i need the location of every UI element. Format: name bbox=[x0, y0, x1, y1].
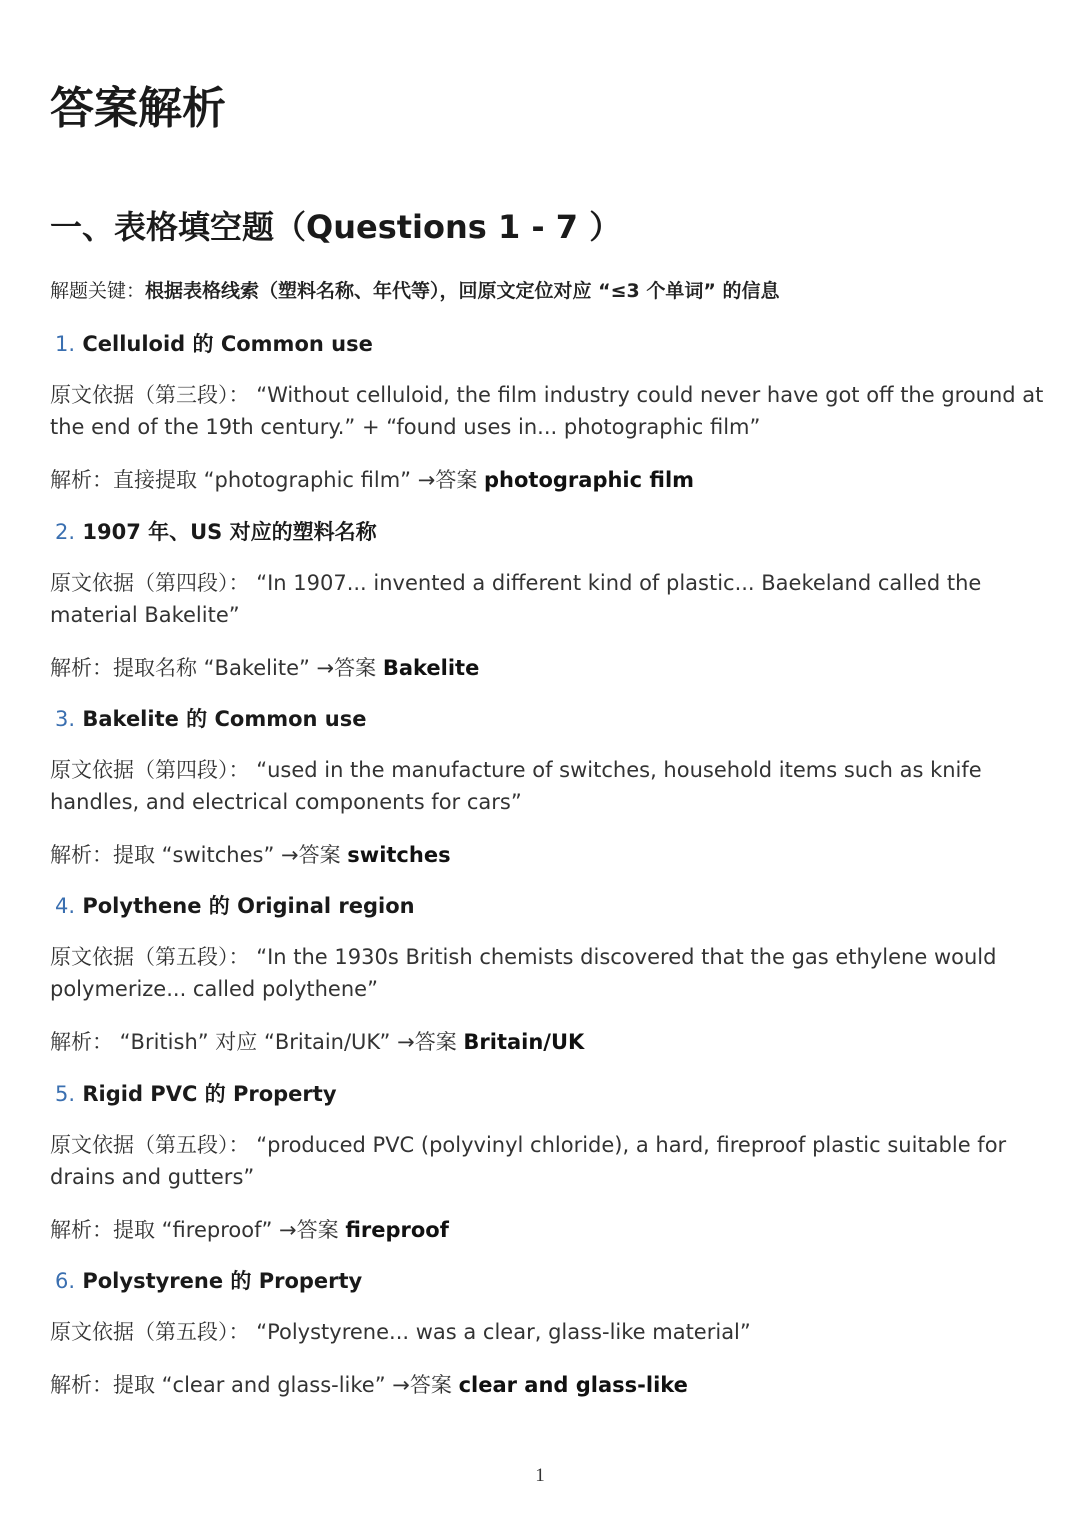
question-title: Polystyrene 的 Property bbox=[82, 1269, 363, 1293]
question-heading bbox=[50, 703, 1050, 733]
question-heading bbox=[50, 1265, 1050, 1295]
analysis-line bbox=[50, 652, 1050, 682]
solving-key-label: 解题关键： bbox=[50, 280, 146, 302]
question-title: Celluloid 的 Common use bbox=[82, 332, 373, 356]
source-label: 原文依据（第四段）： bbox=[50, 758, 250, 782]
source-evidence bbox=[50, 941, 1050, 1005]
question-item bbox=[50, 328, 1050, 494]
question-item bbox=[50, 1265, 1050, 1399]
analysis-text: 解析：提取 “fireproof” →答案 bbox=[50, 1218, 339, 1242]
source-quote: “In the 1930s British chemists discovered that the gas ethylene would polymerize... called polythene” bbox=[50, 945, 997, 1001]
answer: fireproof bbox=[345, 1218, 449, 1242]
page-title: 答案解析 bbox=[50, 83, 226, 134]
question-item bbox=[50, 890, 1050, 1056]
question-item bbox=[50, 1078, 1050, 1244]
question-number: 4. bbox=[55, 894, 76, 918]
source-evidence bbox=[50, 754, 1050, 818]
source-label: 原文依据（第五段）： bbox=[50, 1320, 250, 1344]
source-label: 原文依据（第四段）： bbox=[50, 571, 250, 595]
analysis-line bbox=[50, 1214, 1050, 1244]
answer: Bakelite bbox=[382, 656, 480, 680]
answer: Britain/UK bbox=[463, 1030, 585, 1054]
analysis-line bbox=[50, 839, 1050, 869]
solving-key bbox=[50, 276, 779, 303]
source-quote: “In 1907... invented a different kind of plastic... Baekeland called the material Bakelite” bbox=[50, 571, 982, 627]
question-heading bbox=[50, 516, 1050, 546]
question-item bbox=[50, 516, 1050, 682]
question-number: 1. bbox=[55, 332, 76, 356]
analysis-text: 解析：提取 “clear and glass-like” →答案 bbox=[50, 1373, 452, 1397]
analysis-text: 解析：提取 “switches” →答案 bbox=[50, 843, 341, 867]
analysis-line bbox=[50, 464, 1050, 494]
source-evidence bbox=[50, 379, 1050, 443]
analysis-line bbox=[50, 1369, 1050, 1399]
question-number: 6. bbox=[55, 1269, 76, 1293]
question-title: Rigid PVC 的 Property bbox=[82, 1082, 337, 1106]
question-number: 2. bbox=[55, 520, 76, 544]
question-number: 5. bbox=[55, 1082, 76, 1106]
question-number: 3. bbox=[55, 707, 76, 731]
question-heading bbox=[50, 328, 1050, 358]
source-label: 原文依据（第五段）： bbox=[50, 1133, 250, 1157]
analysis-text: 解析：提取名称 “Bakelite” →答案 bbox=[50, 656, 377, 680]
question-heading bbox=[50, 1078, 1050, 1108]
question-title: Polythene 的 Original region bbox=[82, 894, 415, 918]
section-title: 一、表格填空题（Questions 1 - 7 ） bbox=[50, 208, 622, 246]
source-evidence bbox=[50, 567, 1050, 631]
page-number: 1 bbox=[535, 1465, 545, 1486]
source-evidence bbox=[50, 1129, 1050, 1193]
question-title: Bakelite 的 Common use bbox=[82, 707, 367, 731]
answer: switches bbox=[347, 843, 451, 867]
analysis-text: 解析：直接提取 “photographic film” →答案 bbox=[50, 468, 478, 492]
question-item bbox=[50, 703, 1050, 869]
source-label: 原文依据（第三段）： bbox=[50, 383, 250, 407]
solving-key-text: 根据表格线索（塑料名称、年代等），回原文定位对应 “≤3 个单词” 的信息 bbox=[145, 280, 780, 302]
analysis-line bbox=[50, 1026, 1050, 1056]
source-label: 原文依据（第五段）： bbox=[50, 945, 250, 969]
analysis-text: 解析： “British” 对应 “Britain/UK” →答案 bbox=[50, 1030, 457, 1054]
source-quote: “Polystyrene... was a clear, glass-like material” bbox=[256, 1320, 751, 1344]
source-quote: “Without celluloid, the film industry could never have got off the ground at the end of the 19th century.” + “found uses in... photographic film” bbox=[50, 383, 1044, 439]
answer: photographic film bbox=[484, 468, 695, 492]
source-quote: “produced PVC (polyvinyl chloride), a hard, fireproof plastic suitable for drains and gutters” bbox=[50, 1133, 1007, 1189]
question-title: 1907 年、US 对应的塑料名称 bbox=[82, 520, 377, 544]
source-quote: “used in the manufacture of switches, household items such as knife handles, and electrical components for cars” bbox=[50, 758, 982, 814]
answer: clear and glass-like bbox=[458, 1373, 688, 1397]
question-heading bbox=[50, 890, 1050, 920]
source-evidence bbox=[50, 1316, 1050, 1348]
